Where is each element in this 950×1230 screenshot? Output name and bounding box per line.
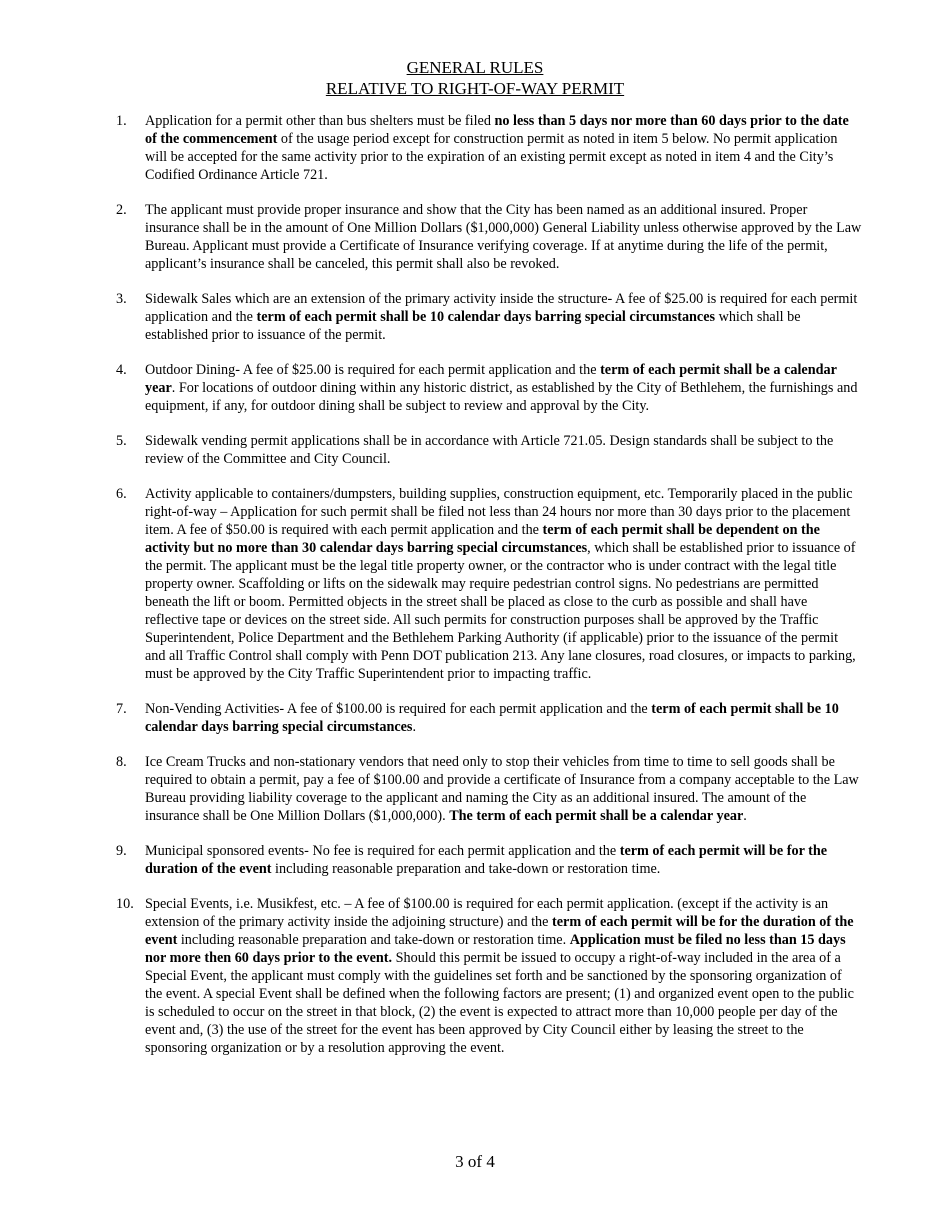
rule-number: 10. — [116, 896, 134, 912]
rule-text — [145, 895, 862, 1057]
rule-text-emphasis: term of each permit will be for the duration of the event — [145, 914, 854, 948]
rule-text-emphasis: The term of each permit shall be a calendar year — [449, 808, 744, 824]
rule-text — [145, 361, 862, 415]
rule-text-emphasis: no less than 5 days nor more than 60 days prior to the date of the commencement — [145, 113, 849, 147]
rule-text-segment: Sidewalk vending permit applications shall be in accordance with Article 721.05. Design standards shall be subject to the review of the Committee and City Council. — [145, 433, 834, 467]
rule-text — [145, 290, 862, 344]
rule-text — [145, 842, 862, 878]
document-title: GENERAL RULES — [406, 58, 544, 77]
rule-item — [116, 700, 862, 736]
rule-text-emphasis: term of each permit shall be 10 calendar days barring special circumstances — [256, 309, 716, 325]
rule-text-segment: Application for a permit other than bus shelters must be filed — [145, 113, 495, 129]
rule-text — [145, 700, 862, 736]
rule-text-segment: including reasonable preparation and take-down or restoration time. — [177, 932, 570, 948]
rule-text-segment: which shall be established prior to issuance of the permit. — [145, 309, 801, 343]
rule-text-segment: Sidewalk Sales which are an extension of the primary activity inside the structure- A fee of $25.00 is required for each permit application and the — [145, 291, 858, 325]
rule-number: 2. — [116, 202, 127, 218]
rule-text — [145, 432, 862, 468]
rule-text-emphasis: term of each permit shall be dependent on the activity but no more than 30 calendar days barring special circumstances — [145, 522, 820, 556]
rule-text — [145, 112, 862, 184]
rule-number: 3. — [116, 291, 127, 307]
rule-item — [116, 201, 862, 273]
rule-text-segment: Municipal sponsored events- No fee is required for each permit application and the — [145, 843, 620, 859]
rule-text-segment: Special Events, i.e. Musikfest, etc. – A fee of $100.00 is required for each permit application. (except if the activity is an extension of the primary activity inside the adjoining structure) and the — [145, 896, 829, 930]
rule-item — [116, 842, 862, 878]
rule-text-segment: . — [412, 719, 416, 735]
rule-text-emphasis: term of each permit shall be 10 calendar days barring special circumstances — [145, 701, 839, 735]
rule-text-segment: Non-Vending Activities- A fee of $100.00 is required for each permit application and the — [145, 701, 652, 717]
rule-text-segment: including reasonable preparation and take-down or restoration time. — [271, 861, 661, 877]
rule-item — [116, 753, 862, 825]
rule-text-segment: Outdoor Dining- A fee of $25.00 is required for each permit application and the — [145, 362, 601, 378]
rule-text-segment: of the usage period except for construction permit as noted in item 5 below. No permit application will be accepted for the same activity prior to the expiration of an existing permit except as noted in item 4 and the City’s Codified Ordinance Article 721. — [145, 131, 838, 183]
rule-item — [116, 290, 862, 344]
rule-text-emphasis: Application must be filed no less than 15 days nor more then 60 days prior to the event. — [145, 932, 846, 966]
rule-text — [145, 753, 862, 825]
rule-number: 7. — [116, 701, 127, 717]
rule-number: 8. — [116, 754, 127, 770]
rule-item — [116, 485, 862, 683]
rule-item — [116, 432, 862, 468]
rule-number: 6. — [116, 486, 127, 502]
rule-text-segment: The applicant must provide proper insurance and show that the City has been named as an additional insured. Proper insurance shall be in the amount of One Million Dollars ($1,000,000) General Liability unless otherwise approved by the Law Bureau. Applicant must provide a Certificate of Insurance verifying coverage. If at anytime during the life of the permit, applicant’s insurance shall be canceled, this permit shall also be revoked. — [145, 202, 862, 272]
rule-number: 1. — [116, 113, 127, 129]
rule-number: 9. — [116, 843, 127, 859]
rule-item — [116, 112, 862, 184]
rule-text-segment: . — [743, 808, 747, 824]
rule-text — [145, 485, 862, 683]
rule-text — [145, 201, 862, 273]
rule-text-segment: Ice Cream Trucks and non-stationary vendors that need only to stop their vehicles from time to time to sell goods shall be required to obtain a permit, pay a fee of $100.00 and provide a certificate of Insurance from a company acceptable to the Law Bureau providing liability coverage to the applicant and naming the City as an additional insured. The amount of the insurance shall be One Million Dollars ($1,000,000). — [145, 754, 859, 824]
rule-number: 4. — [116, 362, 127, 378]
rule-item — [116, 361, 862, 415]
rule-item — [116, 895, 862, 1057]
rule-text-emphasis: term of each permit shall be a calendar year — [145, 362, 837, 396]
rule-number: 5. — [116, 433, 127, 449]
rules-list — [116, 112, 862, 1074]
rule-text-segment: Should this permit be issued to occupy a right-of-way included in the area of a Special Event, the applicant must comply with the guidelines set forth and be sanctioned by the sponsoring organization of the event. A special Event shall be defined when the following factors are present; (1) and organized event open to the public is scheduled to occur on the street in that block, (2) the event is expected to attract more than 10,000 people per day of the event and, (3) the use of the street for the event has been approved by City Council either by leasing the street to the sponsoring organization or by a resolution approving the event. — [145, 950, 854, 1056]
rule-text-emphasis: term of each permit will be for the duration of the event — [145, 843, 828, 877]
document-subtitle: RELATIVE TO RIGHT-OF-WAY PERMIT — [325, 79, 625, 98]
rule-text-segment: , which shall be established prior to issuance of the permit. The applicant must be the legal title property owner, or the contractor who is under contract with the legal title property owner. Scaffolding or lifts on the sidewalk may require pedestrian control signs. No pedestrians are permitted beneath the lift or boom. Permitted objects in the street shall be placed as close to the curb as possible and shall have reflective tape or devices on the street side. All such permits for construction purposes shall be approved by the Traffic Superintendent, Police Department and the Bethlehem Parking Authority (if applicable) prior to the issuance of the permit and all Traffic Control shall comply with Penn DOT publication 213. Any lane closures, road closures, or impacts to parking, must be approved by the City Traffic Superintendent prior to impacting traffic. — [145, 540, 856, 682]
rule-text-segment: . For locations of outdoor dining within any historic district, as established by the City of Bethlehem, the furnishings and equipment, if any, for outdoor dining shall be subject to review and approval by the City. — [145, 380, 858, 414]
rule-text-segment: Activity applicable to containers/dumpsters, building supplies, construction equipment, etc. Temporarily placed in the public right-of-way – Application for such permit shall be filed not less than 24 hours nor more than 30 days prior to the placement item. A fee of $50.00 is required with each permit application and the — [145, 486, 853, 538]
page-number: 3 of 4 — [455, 1152, 495, 1171]
